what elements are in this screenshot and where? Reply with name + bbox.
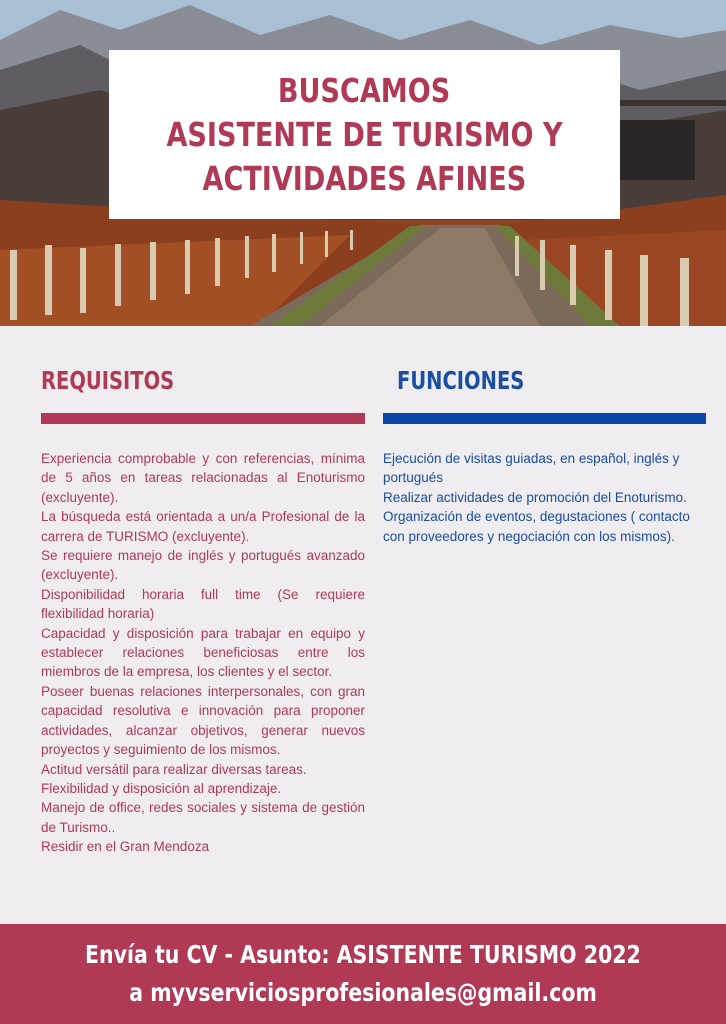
footer-banner [0, 924, 726, 1024]
requisitos-heading: REQUISITOS [41, 366, 175, 395]
title-line-3: ACTIVIDADES AFINES [202, 158, 527, 198]
funcion-item: Ejecución de visitas guiadas, en español, inglés y portugués [383, 451, 680, 486]
requisito-item: La búsqueda está orientada a un/a Profesional de la carrera de TURISMO (excluyente). [41, 509, 365, 544]
funcion-item: Organización de eventos, degustaciones ( contacto con proveedores y negociación con los mismos). [383, 509, 690, 544]
requisito-item: Manejo de office, redes sociales y sistema de gestión de Turismo.. [41, 800, 365, 835]
requisito-item: Residir en el Gran Mendoza [41, 839, 210, 855]
title-line-2: ASISTENTE DE TURISMO Y [166, 114, 563, 154]
title-box [109, 50, 620, 219]
title-line-1: BUSCAMOS [278, 70, 451, 110]
funcion-item: Realizar actividades de promoción del Enoturismo. [383, 489, 687, 505]
funciones-list [383, 449, 713, 546]
requisito-item: Flexibilidad y disposición al aprendizaje. [41, 780, 282, 796]
requisito-item: Capacidad y disposición para trabajar en equipo y establecer relaciones beneficiosas entre los miembros de la empresa, los clientes y el sector. [41, 625, 365, 680]
requisito-item: Actitud versátil para realizar diversas tareas. [41, 761, 307, 777]
footer-email: a myvserviciosprofesionales@gmail.com [129, 978, 597, 1007]
requisito-item: Poseer buenas relaciones interpersonales, con gran capacidad resolutiva e innovación para proponer actividades, alcanzar objetivos, generar nuevos proyectos y seguimiento de los mismos. [41, 683, 365, 758]
funciones-divider [383, 413, 706, 424]
hero-vineyard-image [0, 0, 726, 326]
footer-cta-line: Envía tu CV - Asunto: ASISTENTE TURISMO 2022 [85, 940, 641, 969]
requisito-item: Experiencia comprobable y con referencias, mínima de 5 años en tareas relacionadas al Enoturismo (excluyente). [41, 451, 365, 505]
requisitos-list [41, 449, 365, 857]
funciones-heading: FUNCIONES [397, 366, 525, 395]
requisitos-divider [41, 413, 365, 424]
requisito-item: Se requiere manejo de inglés y portugués avanzado (excluyente). [41, 548, 365, 583]
requisito-item: Disponibilidad horaria full time (Se requiere flexibilidad horaria) [41, 586, 365, 622]
